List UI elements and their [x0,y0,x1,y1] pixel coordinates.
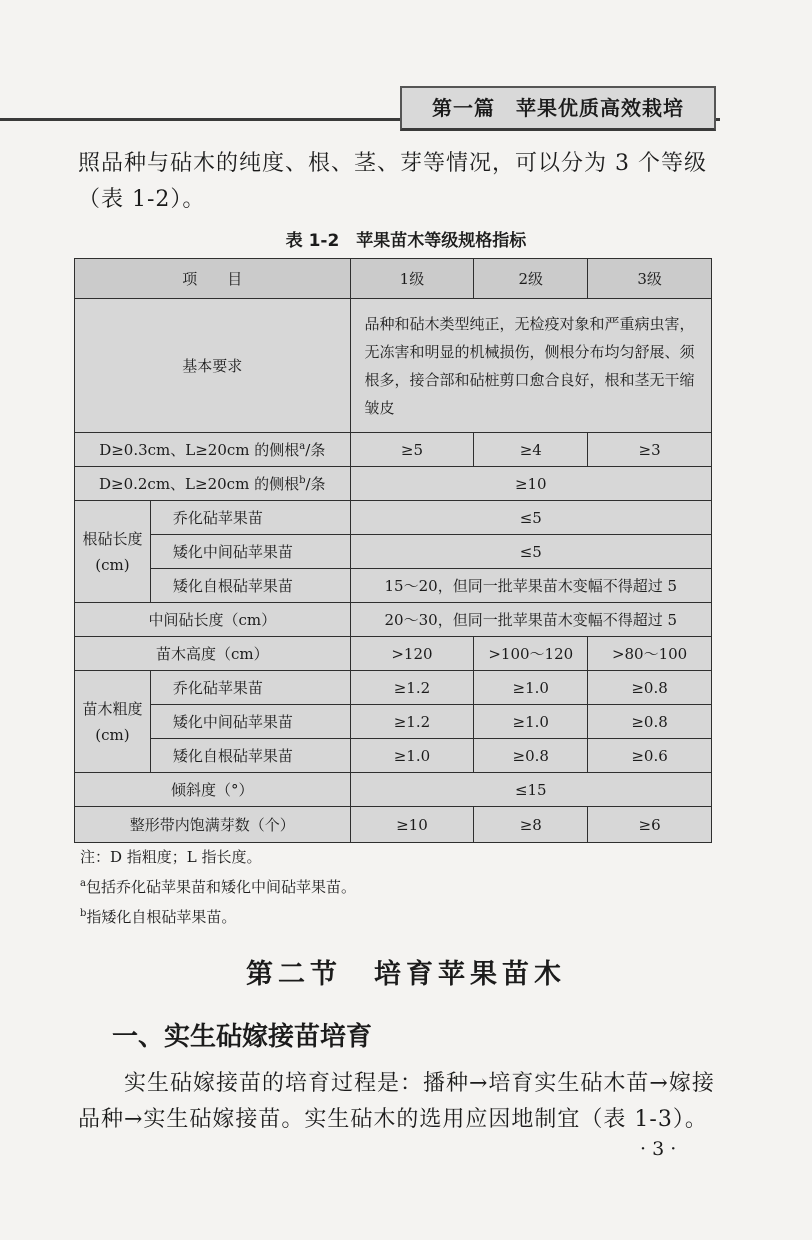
intro-paragraph: 照品种与砧木的纯度、根、茎、芽等情况，可以分为 3 个等级（表 1-2）。 [78,151,707,212]
header-item: 项 目 [75,259,351,299]
thickness-g2: ≥1.0 [474,671,588,705]
table-row-thickness-qiaohua [75,671,712,705]
rootstock-length-label: 根砧长度 (cm) [75,501,151,603]
table-row-rootstock-qiaohua [75,501,712,535]
rootstock-row-value: ≤5 [350,501,711,535]
thickness-row-label: 乔化砧苹果苗 [150,671,350,705]
table-row-interstock-length [75,603,712,637]
seedling-grade-table [74,258,712,843]
table-row-lateral-roots-03 [75,433,712,467]
thickness-g2: ≥1.0 [474,705,588,739]
thickness-g1: ≥1.2 [350,671,474,705]
thickness-row-label: 矮化自根砧苹果苗 [150,739,350,773]
rootstock-row-value: ≤5 [350,535,711,569]
table-title: 表 1-2 苹果苗木等级规格指标 [285,231,527,251]
lateral-roots-03-g2: ≥4 [474,433,588,467]
rootstock-row-label: 乔化砧苹果苗 [150,501,350,535]
lateral-roots-03-g1: ≥5 [350,433,474,467]
rootstock-row-label: 矮化中间砧苹果苗 [150,535,350,569]
thickness-g2: ≥0.8 [474,739,588,773]
section-heading: 第二节 培育苹果苗木 [246,959,566,990]
header-grade2: 2级 [474,259,588,299]
lateral-roots-03-g3: ≥3 [588,433,712,467]
interstock-length-value: 20～30，但同一批苹果苗木变幅不得超过 5 [350,603,711,637]
table-header-row [75,259,712,299]
table-row-rootstock-interstem [75,535,712,569]
thickness-g3: ≥0.8 [588,705,712,739]
thickness-g1: ≥1.2 [350,705,474,739]
table-row-height [75,637,712,671]
buds-g1: ≥10 [350,807,474,843]
height-g1: >120 [350,637,474,671]
thickness-g3: ≥0.8 [588,671,712,705]
lateral-roots-02-label: D≥0.2cm、L≥20cm 的侧根$^b$/条 [75,467,351,501]
lateral-roots-02-value: ≥10 [350,467,711,501]
running-header: 第一篇 苹果优质高效栽培 [400,86,716,131]
rootstock-row-value: 15～20，但同一批苹果苗木变幅不得超过 5 [350,569,711,603]
lateral-roots-03-label: D≥0.3cm、L≥20cm 的侧根$^a$/条 [75,433,351,467]
height-g3: >80～100 [588,637,712,671]
table-note-3: $^b$指矮化自根砧苹果苗。 [80,908,237,926]
buds-g2: ≥8 [474,807,588,843]
buds-g3: ≥6 [588,807,712,843]
interstock-length-label: 中间砧长度（cm） [75,603,351,637]
table-row-buds [75,807,712,843]
buds-label: 整形带内饱满芽数（个） [75,807,351,843]
table-note-2: $^a$包括乔化砧苹果苗和矮化中间砧苹果苗。 [80,878,356,896]
page-number: · 3 · [640,1138,677,1160]
table-row-lateral-roots-02 [75,467,712,501]
thickness-label: 苗木粗度 (cm) [75,671,151,773]
basic-label: 基本要求 [75,299,351,433]
tilt-label: 倾斜度（°） [75,773,351,807]
rootstock-row-label: 矮化自根砧苹果苗 [150,569,350,603]
height-g2: >100～120 [474,637,588,671]
basic-text: 品种和砧木类型纯正，无检疫对象和严重病虫害，无冻害和明显的机械损伤，侧根分布均匀舒展、须根多，接合部和砧桩剪口愈合良好，根和茎无干缩皱皮 [350,299,711,433]
thickness-g1: ≥1.0 [350,739,474,773]
thickness-row-label: 矮化中间砧苹果苗 [150,705,350,739]
header-grade1: 1级 [350,259,474,299]
table-row-basic [75,299,712,433]
table-row-thickness-interstem [75,705,712,739]
thickness-g3: ≥0.6 [588,739,712,773]
table-row-thickness-self-rooted [75,739,712,773]
subsection-heading: 一、实生砧嫁接苗培育 [112,1022,373,1052]
tilt-value: ≤15 [350,773,711,807]
table-row-rootstock-self-rooted [75,569,712,603]
body-paragraph: 实生砧嫁接苗的培育过程是：播种→培育实生砧木苗→嫁接品种→实生砧嫁接苗。实生砧木的选用应因地制宜（表 1-3）。 [78,1071,715,1132]
header-grade3: 3级 [588,259,712,299]
table-row-tilt [75,773,712,807]
height-label: 苗木高度（cm） [75,637,351,671]
table-note-1: 注：D 指粗度；L 指长度。 [80,848,262,866]
